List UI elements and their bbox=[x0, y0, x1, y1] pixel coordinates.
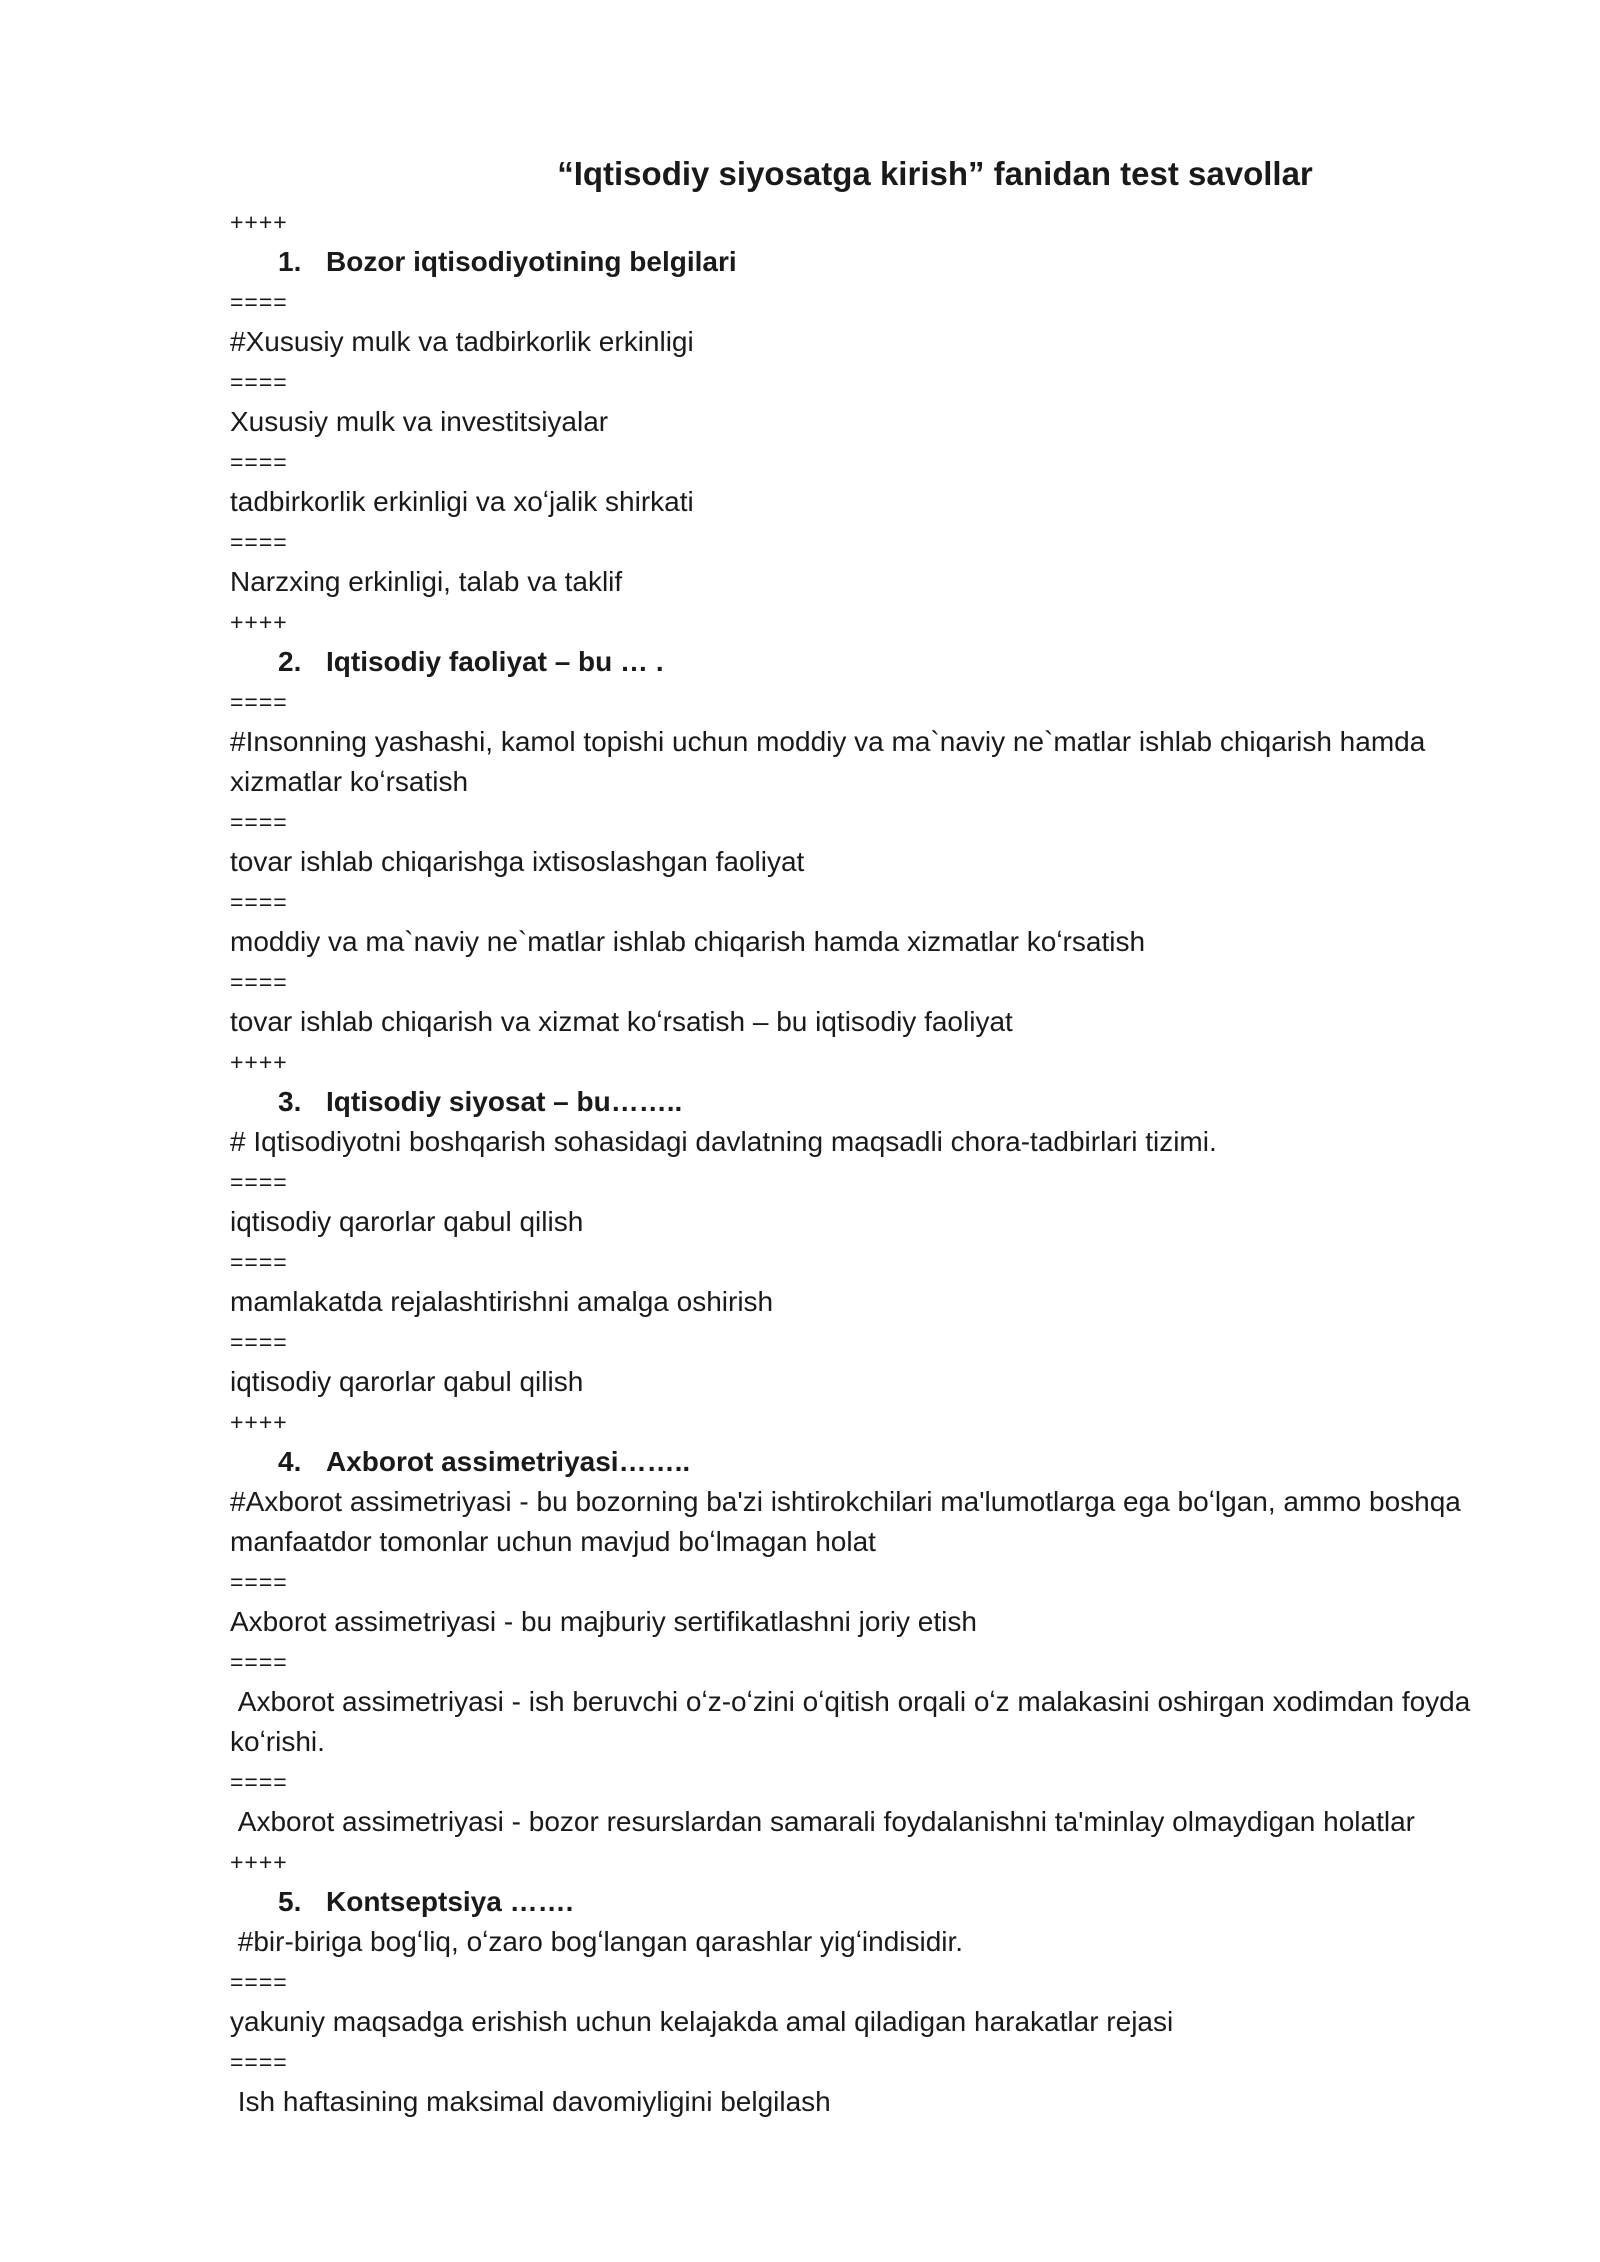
answer-separator: ==== bbox=[230, 1969, 288, 1995]
answer-option: tovar ishlab chiqarish va xizmat koʻrsatish – bu iqtisodiy faoliyat bbox=[230, 1006, 1013, 1037]
question-heading bbox=[230, 1882, 1520, 1922]
correct-answer: #Axborot assimetriyasi - bu bozorning ba'zi ishtirokchilari ma'lumotlarga ega boʻlgan, ammo boshqa manfaatdor tomonlar uchun mavjud boʻlmagan holat bbox=[230, 1486, 1469, 1557]
document-page bbox=[230, 150, 1520, 2122]
document-title: “Iqtisodiy siyosatga kirish” fanidan test savollar bbox=[557, 155, 1313, 192]
answer-separator: ==== bbox=[230, 1769, 288, 1795]
question-separator: ++++ bbox=[230, 1849, 288, 1875]
question-text: Iqtisodiy faoliyat – bu … . bbox=[326, 646, 664, 677]
correct-answer: #bir-biriga bogʻliq, oʻzaro bogʻlangan qarashlar yigʻindisidir. bbox=[230, 1926, 964, 1957]
answer-separator: ==== bbox=[230, 969, 288, 995]
correct-answer: #Xususiy mulk va tadbirkorlik erkinligi bbox=[230, 326, 694, 357]
answer-option: moddiy va ma`naviy ne`matlar ishlab chiqarish hamda xizmatlar koʻrsatish bbox=[230, 926, 1146, 957]
answer-separator: ==== bbox=[230, 369, 288, 395]
answer-option: iqtisodiy qarorlar qabul qilish bbox=[230, 1206, 584, 1237]
question-text: Iqtisodiy siyosat – bu…….. bbox=[326, 1086, 683, 1117]
correct-answer: #Insonning yashashi, kamol topishi uchun moddiy va ma`naviy ne`matlar ishlab chiqarish hamda xizmatlar koʻrsatish bbox=[230, 726, 1434, 797]
answer-separator: ==== bbox=[230, 889, 288, 915]
test-content bbox=[230, 202, 1520, 2122]
answer-separator: ==== bbox=[230, 449, 288, 475]
answer-option: yakuniy maqsadga erishish uchun kelajakda amal qiladigan harakatlar rejasi bbox=[230, 2006, 1174, 2037]
question-heading bbox=[230, 1082, 1520, 1122]
answer-separator: ==== bbox=[230, 809, 288, 835]
answer-separator: ==== bbox=[230, 1249, 288, 1275]
question-separator: ++++ bbox=[230, 609, 288, 635]
question-separator: ++++ bbox=[230, 209, 288, 235]
answer-option: Axborot assimetriyasi - bu majburiy sertifikatlashni joriy etish bbox=[230, 1606, 977, 1637]
answer-separator: ==== bbox=[230, 1329, 288, 1355]
question-number: 4. bbox=[278, 1446, 302, 1477]
answer-separator: ==== bbox=[230, 529, 288, 555]
question-number: 2. bbox=[278, 646, 302, 677]
question-heading bbox=[230, 1442, 1520, 1482]
answer-option: Axborot assimetriyasi - bozor resurslardan samarali foydalanishni ta'minlay olmaydigan holatlar bbox=[230, 1806, 1415, 1837]
answer-separator: ==== bbox=[230, 1169, 288, 1195]
answer-option: tovar ishlab chiqarishga ixtisoslashgan faoliyat bbox=[230, 846, 805, 877]
answer-separator: ==== bbox=[230, 2049, 288, 2075]
answer-option: iqtisodiy qarorlar qabul qilish bbox=[230, 1366, 584, 1397]
question-heading bbox=[230, 642, 1520, 682]
answer-separator: ==== bbox=[230, 289, 288, 315]
answer-separator: ==== bbox=[230, 689, 288, 715]
question-separator: ++++ bbox=[230, 1409, 288, 1435]
answer-option: tadbirkorlik erkinligi va xoʻjalik shirkati bbox=[230, 486, 694, 517]
question-number: 1. bbox=[278, 246, 302, 277]
answer-option: Axborot assimetriyasi - ish beruvchi oʻz-oʻzini oʻqitish orqali oʻz malakasini oshirgan xodimdan foyda koʻrishi. bbox=[230, 1686, 1479, 1757]
answer-option: Ish haftasining maksimal davomiyligini belgilash bbox=[230, 2086, 831, 2117]
question-separator: ++++ bbox=[230, 1049, 288, 1075]
question-number: 5. bbox=[278, 1886, 302, 1917]
question-text: Axborot assimetriyasi…….. bbox=[326, 1446, 691, 1477]
correct-answer: # Iqtisodiyotni boshqarish sohasidagi davlatning maqsadli chora-tadbirlari tizimi. bbox=[230, 1126, 1217, 1157]
answer-option: mamlakatda rejalashtirishni amalga oshirish bbox=[230, 1286, 774, 1317]
question-text: Kontseptsiya ……. bbox=[326, 1886, 574, 1917]
answer-option: Narzxing erkinligi, talab va taklif bbox=[230, 566, 623, 597]
answer-separator: ==== bbox=[230, 1569, 288, 1595]
answer-separator: ==== bbox=[230, 1649, 288, 1675]
question-text: Bozor iqtisodiyotining belgilari bbox=[326, 246, 737, 277]
answer-option: Xususiy mulk va investitsiyalar bbox=[230, 406, 609, 437]
question-heading bbox=[230, 242, 1520, 282]
question-number: 3. bbox=[278, 1086, 302, 1117]
